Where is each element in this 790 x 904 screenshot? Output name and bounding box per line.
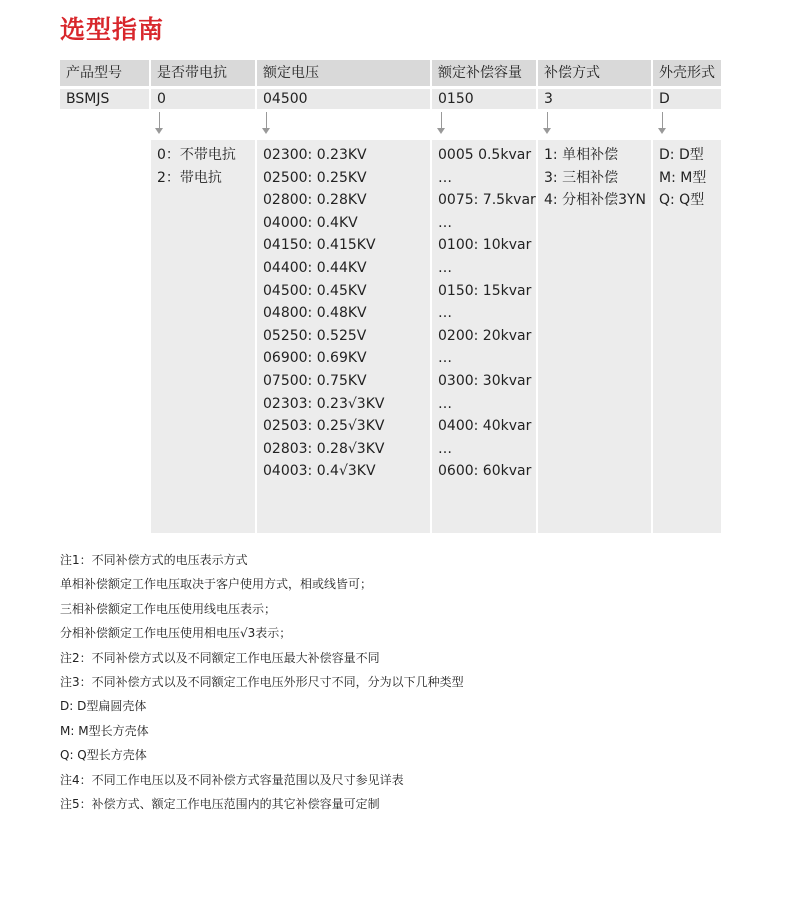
arrow-down-icon	[155, 128, 163, 134]
note-line: M: M型长方壳体	[60, 723, 149, 738]
option-item: 0150: 15kvar	[438, 282, 532, 299]
option-item: …	[438, 350, 452, 367]
value-enclosure-type: D	[653, 89, 721, 109]
option-item: 0：不带电抗	[157, 147, 236, 163]
option-item: 04150: 0.415KV	[263, 237, 376, 254]
note-line: Q: Q型长方壳体	[60, 748, 147, 763]
arrow-down-icon	[262, 128, 270, 134]
options-compensation-mode	[538, 140, 651, 533]
note-line: 分相补偿额定工作电压使用相电压√3表示；	[60, 626, 292, 641]
option-item: 04003: 0.4√3KV	[263, 463, 376, 480]
option-item: 04400: 0.44KV	[263, 259, 367, 276]
value-reactor: 0	[151, 89, 255, 109]
note-line: 注2：不同补偿方式以及不同额定工作电压最大补偿容量不同	[60, 650, 380, 665]
option-item: …	[438, 214, 452, 231]
page-title: 选型指南	[60, 15, 165, 44]
note-line: 单相补偿额定工作电压取决于客户使用方式，相或线皆可；	[60, 577, 373, 592]
option-item: …	[438, 440, 452, 457]
notes-section	[60, 548, 464, 816]
option-item: 02803: 0.28√3KV	[263, 440, 385, 457]
option-item: …	[438, 259, 452, 276]
option-item: 1: 单相补偿	[544, 147, 619, 163]
option-item: 0200: 20kvar	[438, 327, 532, 344]
arrow-down-icon	[658, 128, 666, 134]
note-line: 注1：不同补偿方式的电压表示方式	[60, 553, 248, 567]
option-item: …	[438, 305, 452, 322]
option-item: 04800: 0.48KV	[263, 305, 367, 322]
option-item: …	[438, 169, 452, 186]
header-enclosure-type: 外壳形式	[653, 60, 721, 86]
option-item: 04000: 0.4KV	[263, 214, 358, 231]
option-item: 4: 分相补偿3YN	[544, 192, 647, 209]
value-product-model: BSMJS	[60, 89, 149, 109]
arrow-down-icon	[437, 128, 445, 134]
option-item: M: M型	[659, 169, 707, 186]
value-rated-capacity: 0150	[432, 89, 536, 109]
header-reactor: 是否带电抗	[151, 60, 255, 86]
options-rated-capacity	[432, 140, 536, 533]
note-line: D: D型扁圆壳体	[60, 699, 147, 714]
header-rated-capacity: 额定补偿容量	[432, 60, 536, 86]
header-product-model: 产品型号	[60, 60, 149, 86]
option-item: 0300: 30kvar	[438, 372, 532, 389]
option-item: 0400: 40kvar	[438, 418, 532, 435]
note-line: 注5：补偿方式、额定工作电压范围内的其它补偿容量可定制	[60, 796, 380, 811]
option-item: 3: 三相补偿	[544, 169, 619, 186]
option-item: …	[438, 395, 452, 412]
option-item: 02800: 0.28KV	[263, 192, 367, 209]
option-item: 0075: 7.5kvar	[438, 192, 536, 209]
option-item: 06900: 0.69KV	[263, 350, 367, 367]
options-enclosure-type	[653, 140, 721, 533]
options-rated-voltage	[257, 140, 430, 533]
option-item: 05250: 0.525V	[263, 327, 367, 344]
value-rated-voltage: 04500	[257, 89, 430, 109]
option-item: 0005 0.5kvar	[438, 147, 532, 163]
arrow-down-icon	[543, 128, 551, 134]
header-rated-voltage: 额定电压	[257, 60, 430, 86]
option-item: 0100: 10kvar	[438, 237, 532, 254]
header-compensation-mode: 补偿方式	[538, 60, 651, 86]
option-item: 02500: 0.25KV	[263, 169, 367, 186]
option-item: Q: Q型	[659, 192, 705, 209]
note-line: 注3：不同补偿方式以及不同额定工作电压外形尺寸不同，分为以下几种类型	[60, 674, 464, 689]
option-item: 02303: 0.23√3KV	[263, 395, 385, 412]
option-item: 04500: 0.45KV	[263, 282, 367, 299]
note-line: 注4：不同工作电压以及不同补偿方式容量范围以及尺寸参见详表	[60, 772, 404, 787]
options-reactor	[151, 140, 255, 533]
option-item: 02503: 0.25√3KV	[263, 418, 385, 435]
option-item: 07500: 0.75KV	[263, 372, 367, 389]
note-line: 三相补偿额定工作电压使用线电压表示；	[60, 601, 277, 616]
option-item: D: D型	[659, 147, 704, 163]
option-item: 2：带电抗	[157, 169, 222, 186]
option-item: 02300: 0.23KV	[263, 147, 367, 163]
option-item: 0600: 60kvar	[438, 463, 532, 480]
value-compensation-mode: 3	[538, 89, 651, 109]
